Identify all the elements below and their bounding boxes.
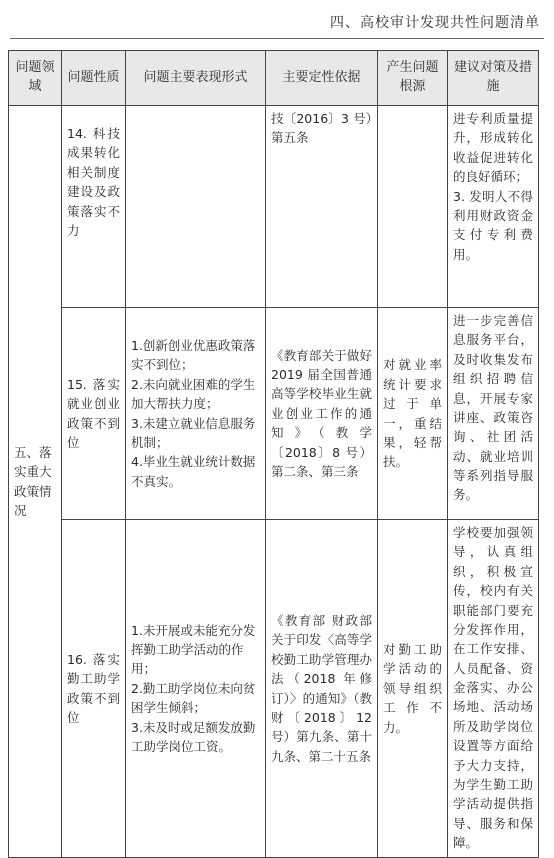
forms-cell [126, 106, 266, 308]
page-header: 四、高校审计发现共性问题清单 [330, 15, 540, 31]
table-row [9, 106, 539, 308]
forms-cell: 1.创新创业优惠政策落实不到位； 2.未向就业困难的学生加大帮扶力度； 3.未建立就业信息服务机制； 4.毕业生就业统计数据不真实。 [126, 308, 266, 520]
audit-issue-table [8, 50, 539, 858]
basis-cell: 《教育部关于做好 2019 届全国普通高等学校毕业生就业创业工作的通知》（教学〔2018〕8 号）第二条、第三条 [266, 308, 378, 520]
table-row [9, 308, 539, 520]
header-root: 产生问题根源 [378, 51, 448, 106]
root-cell: 对就业率统计要求过于单一，重结果，轻帮扶。 [378, 308, 448, 520]
header-advice: 建议对策及措施 [448, 51, 539, 106]
nature-cell: 14. 科技成果转化相关制度建设及政策落实不力 [62, 106, 126, 308]
header-nature: 问题性质 [62, 51, 126, 106]
forms-cell: 1.未开展或未能充分发挥勤工助学活动的作用； 2.勤工助学岗位未向贫困学生倾斜； 3.未及时或足额发放勤工助学岗位工资。 [126, 520, 266, 858]
root-cell: 对勤工助学活动的领导组织工作不力。 [378, 520, 448, 858]
header-rule [10, 38, 544, 39]
basis-cell: 技〔2016〕3 号）第五条 [266, 106, 378, 308]
header-basis: 主要定性依据 [266, 51, 378, 106]
basis-cell: 《教育部 财政部关于印发〈高等学校勤工助学管理办法（2018 年修订）〉的通知》（教财〔2018〕12 号）第九条、第十九条、第二十五条 [266, 520, 378, 858]
advice-cell: 进专利质量提升，形成转化收益促进转化的良好循环； 3. 发明人不得利用财政资金支付专利费用。 [448, 106, 539, 308]
table-row [9, 520, 539, 858]
nature-cell: 15. 落实就业创业政策不到位 [62, 308, 126, 520]
header-domain: 问题领域 [9, 51, 62, 106]
nature-cell: 16. 落实勤工助学政策不到位 [62, 520, 126, 858]
root-cell [378, 106, 448, 308]
advice-cell: 学校要加强领导，认真组织，积极宣传，校内有关职能部门要充分发挥作用，在工作安排、人员配备、资金落实、办公场地、活动场所及助学岗位设置等方面给予大力支持，为学生勤工助学活动提供指导、服务和保障。 [448, 520, 539, 858]
header-forms: 问题主要表现形式 [126, 51, 266, 106]
advice-cell: 进一步完善信息服务平台，及时收集发布组织招聘信息，开展专家讲座、政策咨询、社团活动、就业培训等系列指导服务。 [448, 308, 539, 520]
table-header-row [9, 51, 539, 106]
domain-cell: 五、落实重大政策情况 [9, 106, 62, 858]
